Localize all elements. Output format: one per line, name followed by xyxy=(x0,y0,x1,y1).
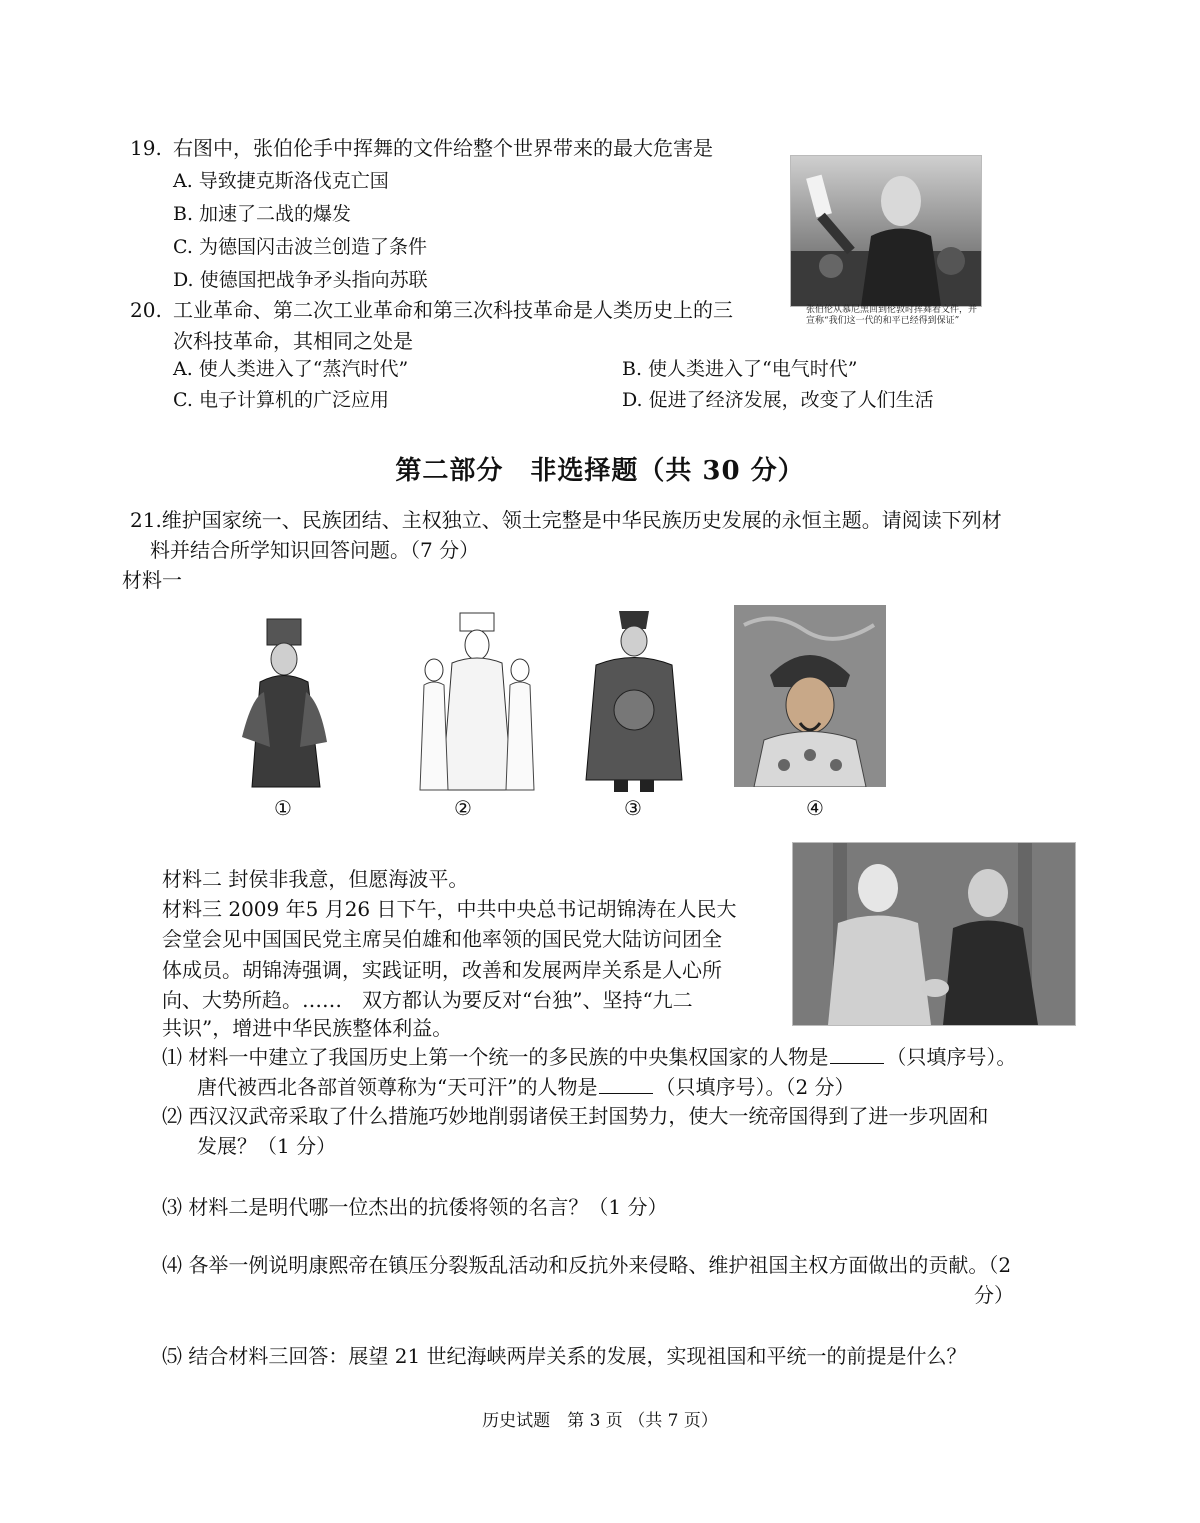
q21-material1-label: 材料一 xyxy=(122,568,182,592)
figure-3-emperor-tang xyxy=(574,605,694,795)
q21-sub1-text-c: 唐代被西北各部首领尊称为“天可汗”的人物是 xyxy=(197,1075,598,1099)
q21-material3-line4: 向、大势所趋。…… 双方都认为要反对“台独”、坚持“九二 xyxy=(162,988,693,1012)
emperor-figure-icon xyxy=(232,617,337,792)
q20-stem-line1: 工业革命、第二次工业革命和第三次科技革命是人类历史上的三 xyxy=(173,298,733,322)
q21-material3-line3: 体成员。胡锦涛强调，实践证明，改善和发展两岸关系是人心所 xyxy=(162,958,722,982)
chamberlain-photo xyxy=(790,155,982,307)
q20-number: 20. xyxy=(130,298,162,322)
q21-sub1-text-d: （只填序号）。（2 分） xyxy=(655,1075,855,1099)
figure-label-2: ② xyxy=(454,796,472,820)
q21-material3-line2: 会堂会见中国国民党主席吴伯雄和他率领的国民党大陆访问团全 xyxy=(162,927,722,951)
q19-option-c: C. 为德国闪击波兰创造了条件 xyxy=(173,236,427,258)
q20-stem-line2: 次科技革命，其相同之处是 xyxy=(173,329,413,353)
q19-option-a: A. 导致捷克斯洛伐克亡国 xyxy=(173,170,389,192)
page-footer: 历史试题 第 3 页 （共 7 页） xyxy=(482,1411,718,1431)
q21-sub5: ⑸ 结合材料三回答：展望 21 世纪海峡两岸关系的发展，实现祖国和平统一的前提是什么？ xyxy=(162,1344,967,1368)
q21-sub2-line1: ⑵ 西汉汉武帝采取了什么措施巧妙地削弱诸侯王封国势力，使大一统帝国得到了进一步巩固和 xyxy=(162,1104,989,1128)
handshake-photo xyxy=(792,842,1076,1026)
q21-sub1-line2 xyxy=(197,1075,855,1100)
q21-material3-line5: 共识”，增进中华民族整体利益。 xyxy=(162,1016,453,1040)
q21-material2: 材料二 封侯非我意，但愿海波平。 xyxy=(162,867,469,891)
figure-label-3: ③ xyxy=(624,796,642,820)
q19-option-b: B. 加速了二战的爆发 xyxy=(173,203,352,225)
q19-number: 19. xyxy=(130,136,162,160)
kangxi-portrait-icon xyxy=(734,605,886,787)
q21-sub1-text-b: （只填序号）。 xyxy=(886,1045,1017,1069)
q19-stem: 右图中，张伯伦手中挥舞的文件给整个世界带来的最大危害是 xyxy=(173,136,713,160)
q21-sub4-line1: ⑷ 各举一例说明康熙帝在镇压分裂叛乱活动和反抗外来侵略、维护祖国主权方面做出的贡献。（2 xyxy=(162,1253,1012,1277)
q21-stem-line1: 21.维护国家统一、民族团结、主权独立、领土完整是中华民族历史发展的永恒主题。请阅读下列材 xyxy=(130,508,1002,532)
handshake-figures-icon xyxy=(793,843,1075,1025)
figure-4-emperor-kangxi xyxy=(734,605,886,787)
section-title: 第二部分 非选择题（共 30 分） xyxy=(395,456,805,486)
q19-option-d: D. 使德国把战争矛头指向苏联 xyxy=(173,269,428,291)
q20-option-b: B. 使人类进入了“电气时代” xyxy=(622,358,858,380)
chamberlain-figure-icon xyxy=(791,156,981,306)
figure-2-emperor-han xyxy=(412,605,542,795)
figure-1-emperor-qin xyxy=(232,617,337,792)
q21-sub1-line1 xyxy=(162,1045,1016,1070)
q21-sub3: ⑶ 材料二是明代哪一位杰出的抗倭将领的名言？（1 分） xyxy=(162,1195,668,1219)
q21-stem-line2: 料并结合所学知识回答问题。（7 分） xyxy=(150,538,480,562)
q21-sub1-text-a: ⑴ 材料一中建立了我国历史上第一个统一的多民族的中央集权国家的人物是 xyxy=(162,1045,829,1069)
q21-sub2-line2: 发展？（1 分） xyxy=(197,1134,337,1158)
figure-label-4: ④ xyxy=(806,796,824,820)
emperor-with-attendants-icon xyxy=(412,605,542,795)
q20-option-d: D. 促进了经济发展，改变了人们生活 xyxy=(622,389,934,411)
chamberlain-photo-caption: 张伯伦从慕尼黑回到伦敦时挥舞着文件，并宣称“我们这一代的和平已经得到保证” xyxy=(806,305,978,326)
q20-option-c: C. 电子计算机的广泛应用 xyxy=(173,389,389,411)
q20-option-a: A. 使人类进入了“蒸汽时代” xyxy=(173,358,409,380)
answer-blank-2[interactable] xyxy=(599,1093,653,1094)
q21-sub4-line2: 分） xyxy=(974,1283,1014,1307)
answer-blank-1[interactable] xyxy=(830,1063,884,1064)
q21-material3-line1: 材料三 2009 年5 月26 日下午，中共中央总书记胡锦涛在人民大 xyxy=(162,897,737,921)
tang-emperor-icon xyxy=(574,605,694,795)
figure-label-1: ① xyxy=(274,796,292,820)
